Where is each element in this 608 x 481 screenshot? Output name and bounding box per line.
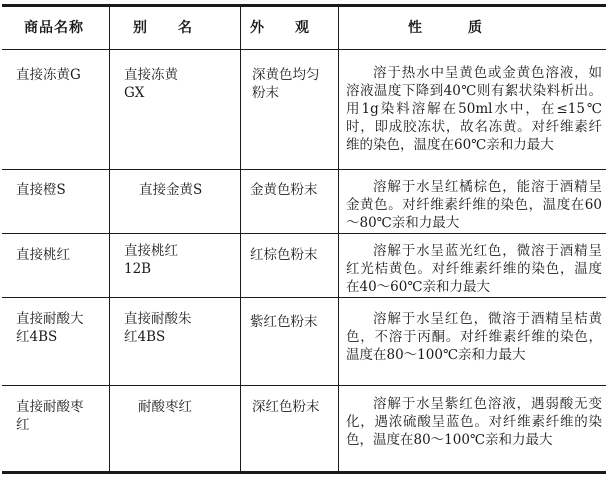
row-1-alias: 直接冻黄 GX bbox=[124, 67, 178, 101]
row-divider bbox=[2, 233, 606, 234]
header-alias: 别 名 bbox=[133, 20, 193, 36]
row-5-appearance: 深红色粉末 bbox=[252, 399, 320, 415]
row-4-alias: 直接耐酸朱 红4BS bbox=[124, 311, 192, 345]
row-1-property: 溶于热水中呈黄色或金黄色溶液，如溶液温度下降到40℃则有絮状染料析出。用1g染料溶解在50ml水中，在≤15℃时，即成胶冻状，故名冻黄。对纤维素纤维的染色，温度在60℃亲和力最大 bbox=[346, 65, 602, 153]
row-divider bbox=[2, 385, 606, 386]
table-top-rule bbox=[2, 4, 606, 7]
row-divider bbox=[2, 169, 606, 170]
row-5-property: 溶解于水呈紫红色溶液，遇弱酸无变化，遇浓硫酸呈蓝色。对纤维素纤维的染色，温度在80～100℃亲和力最大 bbox=[346, 396, 602, 448]
column-divider bbox=[240, 6, 241, 472]
row-5-alias: 耐酸枣红 bbox=[138, 399, 192, 415]
row-3-alias: 直接桃红 12B bbox=[124, 243, 178, 277]
row-2-appearance: 金黄色粉末 bbox=[250, 182, 318, 198]
header-appearance: 外 观 bbox=[250, 20, 310, 36]
row-3-appearance: 红棕色粉末 bbox=[250, 247, 318, 263]
row-2-alias: 直接金黄S bbox=[139, 182, 203, 198]
row-1-name: 直接冻黄G bbox=[16, 67, 81, 83]
row-3-name: 直接桃红 bbox=[16, 247, 70, 263]
row-4-appearance: 紫红色粉末 bbox=[250, 314, 318, 330]
header-property: 性 质 bbox=[408, 20, 483, 36]
row-4-property: 溶解于水呈红色，微溶于酒精呈桔黄色，不溶于丙酮。对纤维素纤维的染色，温度在80～100℃亲和力最大 bbox=[346, 311, 602, 363]
row-1-appearance: 深黄色均匀 粉末 bbox=[252, 67, 320, 101]
row-2-name: 直接橙S bbox=[16, 182, 66, 198]
column-divider bbox=[109, 6, 110, 472]
column-divider bbox=[338, 6, 339, 472]
row-4-name: 直接耐酸大 红4BS bbox=[16, 311, 84, 345]
table-bottom-rule bbox=[2, 471, 606, 474]
row-2-property: 溶解于水呈红橘棕色，能溶于酒精呈金黄色。对纤维素纤维的染色，温度在60～80℃亲和力最大 bbox=[346, 179, 602, 231]
row-3-property: 溶解于水呈蓝光红色，微溶于酒精呈红光桔黄色。对纤维素纤维的染色，温度在40～60℃亲和力最大 bbox=[346, 243, 602, 295]
header-name: 商品名称 bbox=[24, 20, 84, 36]
header-bottom-rule bbox=[2, 49, 606, 50]
row-divider bbox=[2, 297, 606, 298]
row-5-name: 直接耐酸枣 红 bbox=[16, 399, 84, 433]
